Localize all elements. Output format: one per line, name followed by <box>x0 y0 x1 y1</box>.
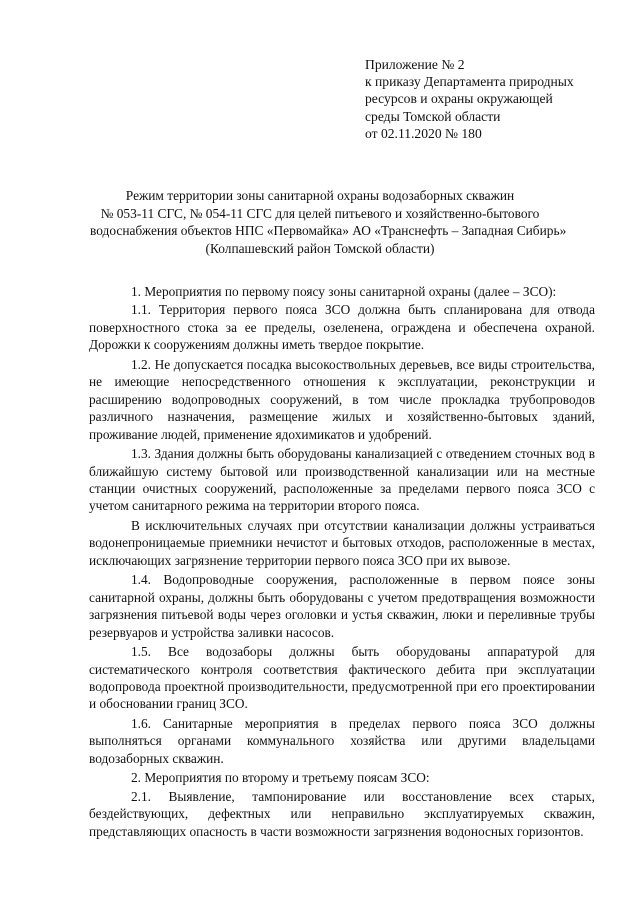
paragraph-1-4: 1.4. Водопроводные сооружения, расположенные в первом поясе зоны санитарной охраны, должны быть оборудованы с учетом предотвращения возможности загрязнения питьевой воды через оголовки и устья скважин, люки и переливные трубы резервуаров и устройства заливки насосов. <box>89 572 595 640</box>
paragraph-1-5: 1.5. Все водозаборы должны быть оборудованы аппаратурой для систематического контроля соответствия фактического дебита при эксплуатации водопровода проектной производительности, предусмотренной при его проектировании и обосновании границ ЗСО. <box>89 644 595 712</box>
paragraph-2-1: 2.1. Выявление, тампонирование или восстановление всех старых, бездействующих, дефектных или неправильно эксплуатируемых скважин, представляющих опасность в части возможности загрязнения водоносных горизонтов. <box>89 788 595 839</box>
document-body <box>89 283 595 842</box>
paragraph-1-2: 1.2. Не допускается посадка высокоствольных деревьев, все виды строительства, не имеющие непосредственного отношения к эксплуатации, реконструкции и расширению водопроводных сооружений, в том числе прокладка трубопроводов различного назначения, размещение жилых и хозяйственно-бытовых зданий, проживание людей, применение ядохимикатов и удобрений. <box>89 356 595 442</box>
appendix-order-line: ресурсов и охраны окружающей <box>365 91 553 107</box>
appendix-number: Приложение № 2 <box>365 57 465 72</box>
appendix-order-line: среды Томской области <box>365 108 501 124</box>
title-line: Режим территории зоны санитарной охраны водозаборных скважин <box>125 188 515 203</box>
appendix-block <box>365 56 615 142</box>
section-heading-2: 2. Мероприятия по второму и третьему поясам ЗСО: <box>131 770 430 786</box>
title-line: водоснабжения объектов НПС «Первомайка» АО «Транснефть – Западная Сибирь» <box>90 223 567 238</box>
paragraph-1-1: 1.1. Территория первого пояса ЗСО должна быть спланирована для отвода поверхностного стока за ее пределы, озеленена, ограждена и обеспечена охраной. Дорожки к сооружениям должны иметь твердое покрытие. <box>89 302 595 353</box>
paragraph-1-6: 1.6. Санитарные мероприятия в пределах первого пояса ЗСО должны выполняться органами коммунального хозяйства или другими владельцами водозаборных скважин. <box>89 715 595 766</box>
appendix-order-date: от 02.11.2020 № 180 <box>365 125 482 141</box>
paragraph-1-3-exception: В исключительных случаях при отсутствии канализации должны устраиваться водонепроницаемые приемники нечистот и бытовых отходов, расположенные в местах, исключающих загрязнение территории первого пояса ЗСО при их вывозе. <box>89 517 595 568</box>
title-line: № 053-11 СГС, № 054-11 СГС для целей питьевого и хозяйственно-бытового <box>100 205 540 221</box>
paragraph-1-3: 1.3. Здания должны быть оборудованы канализацией с отведением сточных вод в ближайшую систему бытовой или производственной канализации или на местные станции очистных сооружений, расположенные за пределами первого пояса ЗСО с учетом санитарного режима на территории второго пояса. <box>89 446 595 514</box>
section-heading-1: 1. Мероприятия по первому поясу зоны санитарной охраны (далее – ЗСО): <box>131 284 557 299</box>
document-title <box>90 187 567 257</box>
title-line: (Колпашевский район Томской области) <box>205 240 435 256</box>
appendix-order-line: к приказу Департамента природных <box>365 74 574 90</box>
